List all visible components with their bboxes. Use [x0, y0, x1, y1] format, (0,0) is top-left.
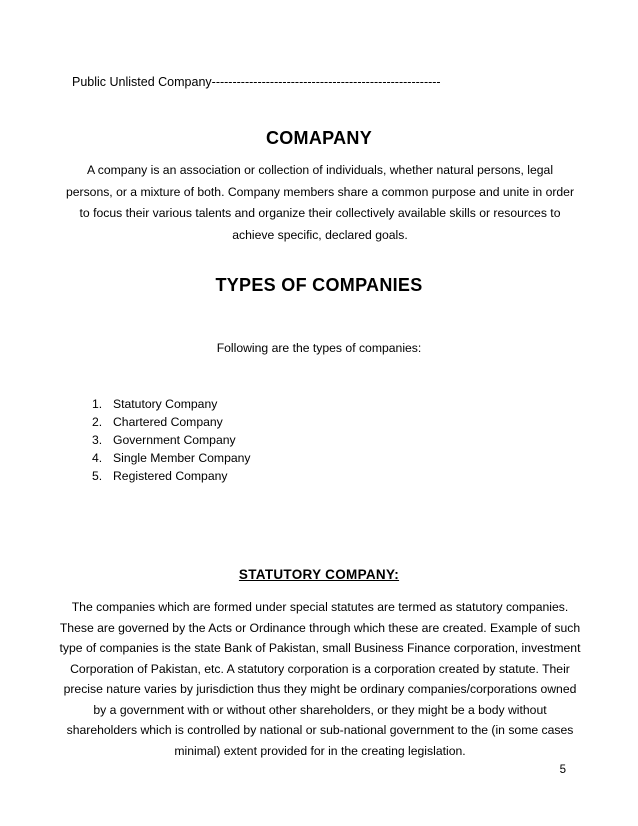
list-item-number: 2.	[92, 415, 103, 429]
toc-entry	[72, 75, 441, 89]
company-paragraph: A company is an association or collection of individuals, whether natural persons, legal persons, or a mixture of both. Company members share a common purpose and unite in order to focus their various talents and organize their collectively available skills or resources to achieve specific, declared goals.	[65, 163, 575, 242]
list-item-number: 4.	[92, 451, 103, 465]
list-item-label: Chartered Company	[113, 415, 223, 429]
page-number: 5	[559, 764, 566, 776]
statutory-heading: STATUTORY COMPANY:	[238, 567, 400, 582]
list-item	[92, 431, 251, 449]
toc-label: Public Unlisted Company	[72, 75, 212, 89]
list-item	[92, 395, 251, 413]
list-item	[92, 413, 251, 431]
list-item-label: Registered Company	[113, 469, 228, 483]
list-item-number: 3.	[92, 433, 103, 447]
list-item	[92, 449, 251, 467]
list-item-label: Single Member Company	[113, 451, 251, 465]
types-intro: Following are the types of companies:	[216, 341, 422, 355]
list-item-label: Government Company	[113, 433, 236, 447]
list-item-label: Statutory Company	[113, 397, 218, 411]
types-list	[92, 395, 251, 485]
statutory-paragraph: The companies which are formed under special statutes are termed as statutory companies. These are governed by the Acts or Ordinance through which these are created. Example of such type of companies is the state Bank of Pakistan, small Business Finance corporation, investment Corporation of Pakistan, etc. A statutory corporation is a corporation created by statute. Their precise nature varies by jurisdiction thus they might be ordinary companies/corporations owned by a government with or without other shareholders, or they might be a body without shareholders which is controlled by national or sub-national government to the (in some cases minimal) extent provided for in the creating legislation.	[59, 600, 581, 758]
toc-leader: -------------------------------------------------------	[211, 75, 441, 89]
list-item-number: 1.	[92, 397, 103, 411]
company-heading: COMAPANY	[265, 128, 373, 148]
list-item	[92, 467, 251, 485]
list-item-number: 5.	[92, 469, 103, 483]
types-heading: TYPES OF COMPANIES	[215, 275, 423, 295]
